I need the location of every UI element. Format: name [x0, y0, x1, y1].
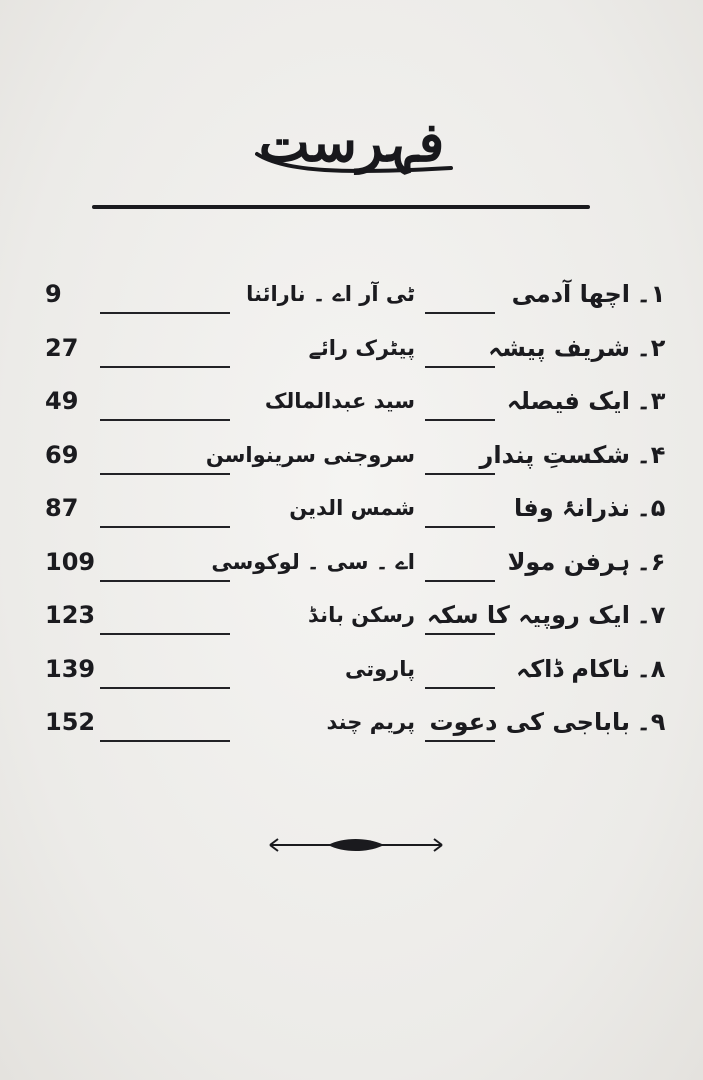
end-ornament [268, 834, 444, 856]
entry-author: سروجنی سرینواسن [205, 442, 415, 467]
entry-title: ہرفن مولا [507, 547, 630, 576]
entry-number: ۲۔ [636, 333, 666, 362]
entry-page: 152 [45, 708, 96, 736]
leader-line [425, 580, 495, 582]
leader-line [100, 687, 230, 689]
entry-page: 9 [45, 280, 62, 308]
entry-page: 139 [45, 654, 96, 683]
title-divider [92, 205, 590, 209]
entry-author: سید عبدالمالک [264, 389, 415, 413]
entry-number: ۸۔ [636, 654, 666, 683]
leader-line [425, 312, 495, 314]
entry-title: ایک روپیہ کا سکہ [426, 601, 630, 629]
leader-line [100, 580, 230, 582]
leader-line [425, 687, 495, 689]
leader-line [100, 633, 230, 635]
toc-entry-9 [40, 708, 670, 762]
page-title: فہرست [258, 110, 445, 174]
leader-line [100, 473, 230, 475]
toc-entry-6 [40, 548, 670, 602]
entry-page: 49 [45, 387, 79, 415]
entry-title: ایک فیصلہ [506, 387, 630, 415]
toc-entry-4 [40, 441, 670, 495]
entry-number: ۶۔ [636, 547, 666, 576]
toc-entry-8 [40, 655, 670, 709]
entry-title: نذرانۂ وفا [514, 494, 630, 522]
toc-entry-1 [40, 280, 670, 334]
leader-line [100, 312, 230, 314]
leader-line [425, 419, 495, 421]
entry-page: 87 [45, 494, 79, 522]
leader-line [425, 526, 495, 528]
title-swash-ornament [255, 150, 455, 180]
entry-number: ۷۔ [636, 601, 666, 629]
toc-entry-2 [40, 334, 670, 388]
entry-author: اے ۔ سی ۔ لوکوسی [211, 549, 415, 574]
entry-title: ناکام ڈاکہ [516, 654, 630, 683]
entry-page: 69 [45, 440, 79, 469]
entry-number: ۱۔ [636, 280, 666, 308]
entry-title: اچھا آدمی [511, 280, 630, 308]
leader-line [100, 740, 230, 742]
leader-line [425, 740, 495, 742]
entry-number: ۳۔ [636, 387, 666, 415]
entry-page: 123 [45, 601, 96, 629]
entry-number: ۴۔ [636, 440, 666, 469]
leader-line [100, 526, 230, 528]
entry-title: باباجی کی دعوت [429, 708, 630, 736]
leader-line [100, 366, 230, 368]
entry-author: پریم چند [326, 710, 415, 734]
entry-number: ۵۔ [636, 494, 666, 522]
entry-author: پیٹرک رائے [308, 335, 415, 360]
entry-author: شمس الدین [289, 496, 415, 520]
entry-author: رسکن بانڈ [308, 603, 415, 627]
entry-author: ٹی آر اے ۔ نارائنا [246, 282, 415, 306]
entry-page: 109 [45, 547, 96, 576]
toc-entry-3 [40, 387, 670, 441]
entry-title: شریف پیشہ [488, 333, 630, 362]
leader-line [425, 473, 495, 475]
leader-line [425, 633, 495, 635]
toc-entry-5 [40, 494, 670, 548]
leader-line [425, 366, 495, 368]
entry-title: شکستِ پندار [479, 440, 630, 469]
leader-line [100, 419, 230, 421]
entry-author: پاروتی [344, 656, 415, 681]
entry-page: 27 [45, 333, 79, 362]
entry-number: ۹۔ [636, 708, 666, 736]
table-of-contents [40, 280, 670, 762]
toc-entry-7 [40, 601, 670, 655]
